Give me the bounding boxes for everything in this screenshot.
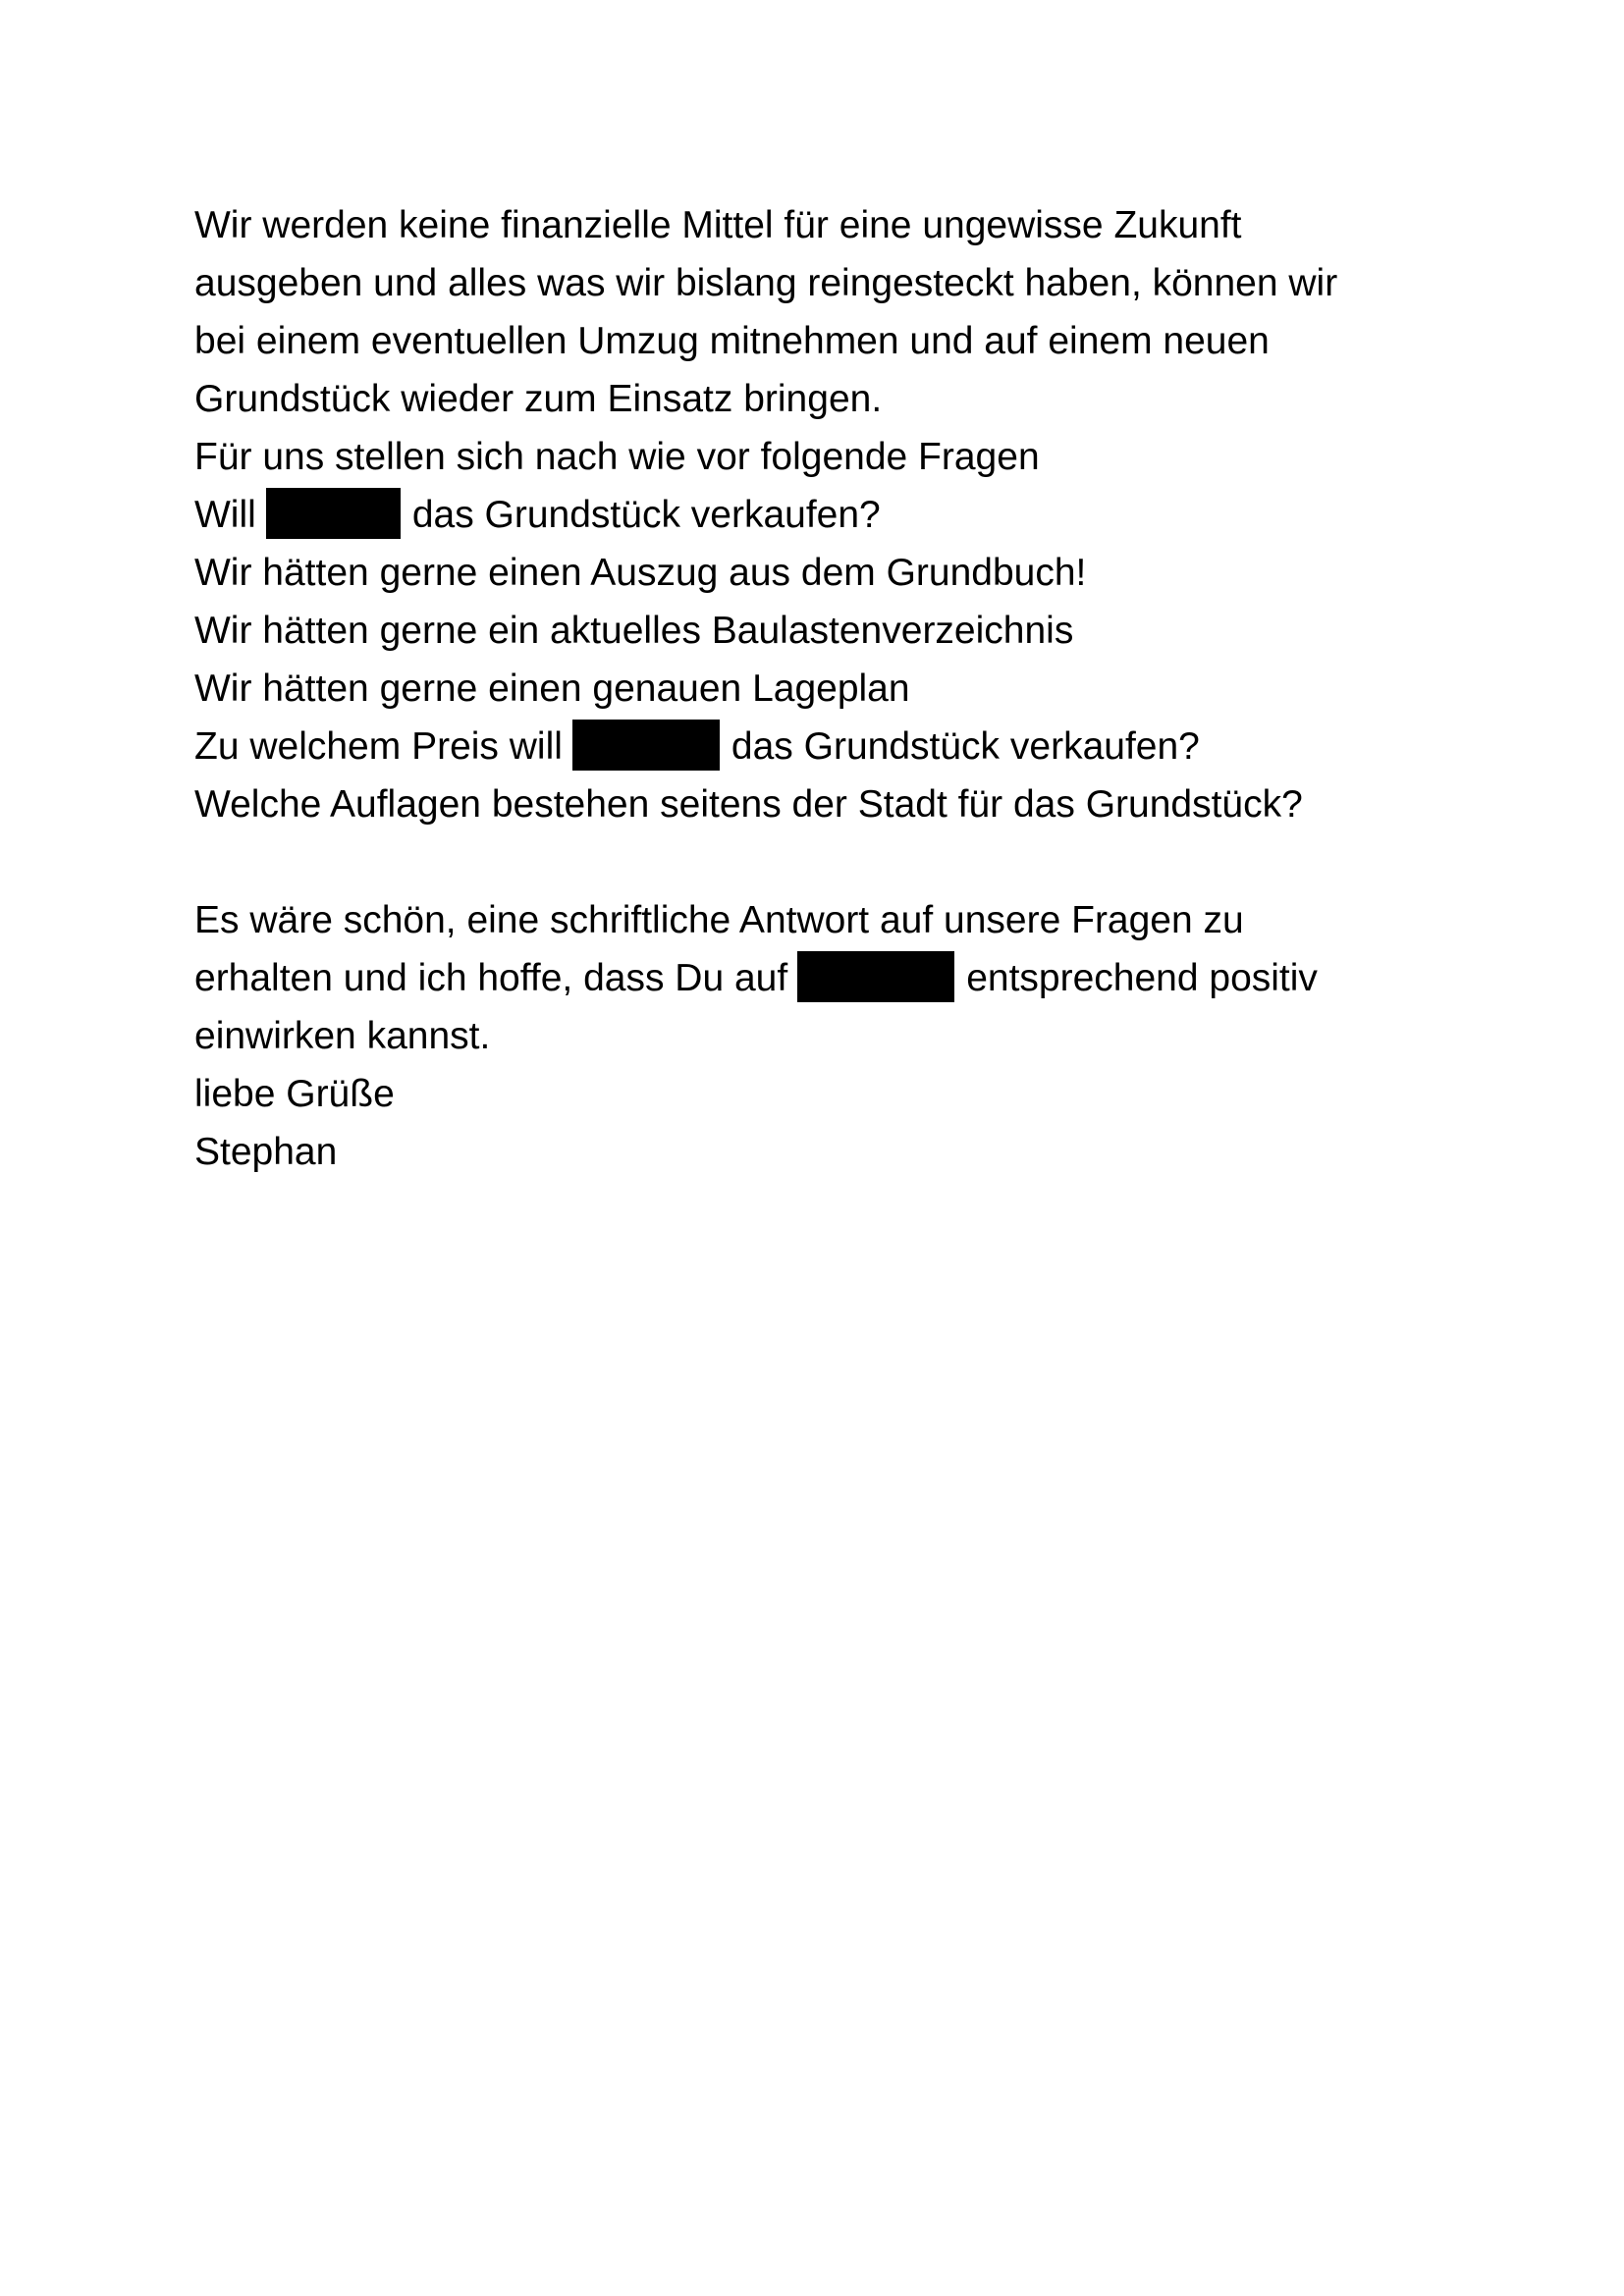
signature: Stephan bbox=[194, 1131, 338, 1173]
closing-line bbox=[194, 949, 1471, 1007]
question-text: Zu welchem Preis will bbox=[194, 725, 563, 768]
paragraph-line: bei einem eventuellen Umzug mitnehmen und auf einem neuen bbox=[194, 320, 1270, 362]
question-line bbox=[194, 718, 1471, 775]
questions-intro: Für uns stellen sich nach wie vor folgende Fragen bbox=[194, 436, 1040, 478]
question-line: Welche Auflagen bestehen seitens der Stadt für das Grundstück? bbox=[194, 783, 1303, 826]
redaction-box bbox=[797, 951, 954, 1002]
redaction-box bbox=[266, 488, 401, 539]
redaction-box bbox=[572, 720, 720, 771]
question-line: Wir hätten gerne einen Auszug aus dem Grundbuch! bbox=[194, 552, 1087, 594]
question-text: Will bbox=[194, 494, 256, 536]
question-line bbox=[194, 486, 1471, 544]
closing-text: entsprechend positiv bbox=[966, 957, 1318, 999]
question-line: Wir hätten gerne einen genauen Lageplan bbox=[194, 667, 910, 710]
closing-line: Es wäre schön, eine schriftliche Antwort auf unsere Fragen zu bbox=[194, 899, 1244, 941]
letter-body bbox=[194, 196, 1471, 1181]
question-text: das Grundstück verkaufen? bbox=[411, 494, 881, 536]
paragraph-line: Wir werden keine finanzielle Mittel für eine ungewisse Zukunft bbox=[194, 204, 1242, 246]
question-line: Wir hätten gerne ein aktuelles Baulastenverzeichnis bbox=[194, 610, 1074, 652]
paragraph-spacer bbox=[194, 833, 1471, 891]
closing-line: einwirken kannst. bbox=[194, 1015, 491, 1057]
greeting: liebe Grüße bbox=[194, 1073, 395, 1115]
paragraph-line: Grundstück wieder zum Einsatz bringen. bbox=[194, 378, 883, 420]
closing-text: erhalten und ich hoffe, dass Du auf bbox=[194, 957, 788, 999]
question-text: das Grundstück verkaufen? bbox=[731, 725, 1200, 768]
paragraph-line: ausgeben und alles was wir bislang reingesteckt haben, können wir bbox=[194, 262, 1338, 304]
